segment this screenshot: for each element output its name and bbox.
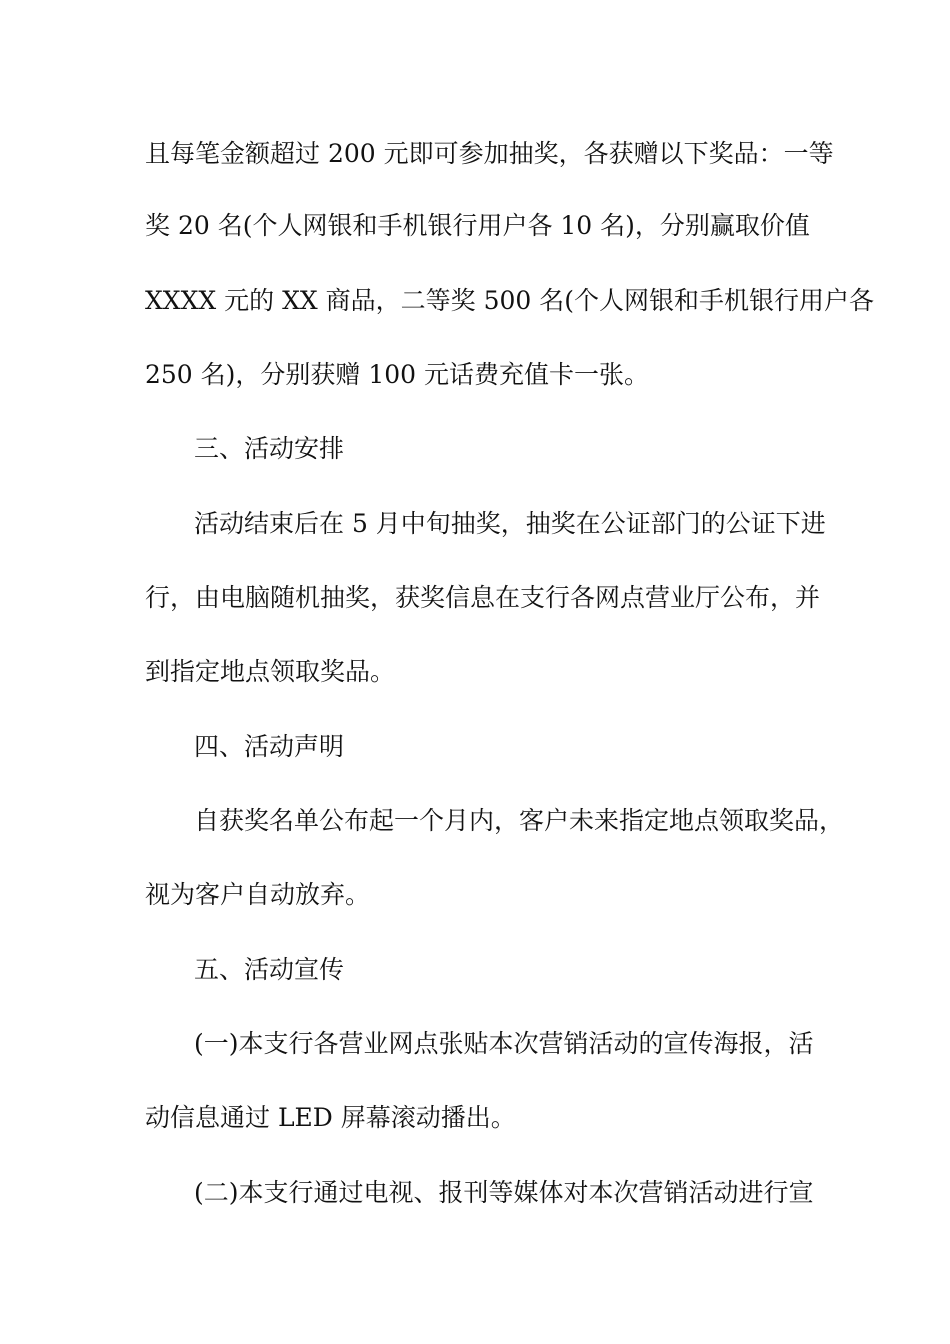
text-line: 动信息通过 LED 屏幕滚动播出。 [145,1103,516,1132]
text-line: (二)本支行通过电视、报刊等媒体对本次营销活动进行宣 [194,1178,814,1207]
text-line: 250 名)，分别获赠 100 元话费充值卡一张。 [145,360,650,389]
text-line: 行，由电脑随机抽奖，获奖信息在支行各网点营业厅公布，并 [145,583,821,612]
text-line: 视为客户自动放弃。 [145,880,371,909]
text-line: 奖 20 名(个人网银和手机银行用户各 10 名)，分别赢取价值 [145,211,810,240]
text-line: XXXX 元的 XX 商品，二等奖 500 名(个人网银和手机银行用户各 [145,286,874,315]
section-heading: 四、活动声明 [194,732,345,761]
section-heading: 五、活动宣传 [194,955,345,984]
text-line: 到指定地点领取奖品。 [145,657,396,686]
text-line: 活动结束后在 5 月中旬抽奖，抽奖在公证部门的公证下进 [194,509,826,538]
text-line: 自获奖名单公布起一个月内，客户未来指定地点领取奖品， [194,806,845,835]
text-line: (一)本支行各营业网点张贴本次营销活动的宣传海报，活 [194,1029,814,1058]
section-heading: 三、活动安排 [194,434,345,463]
text-line: 且每笔金额超过 200 元即可参加抽奖，各获赠以下奖品：一等 [145,139,834,168]
